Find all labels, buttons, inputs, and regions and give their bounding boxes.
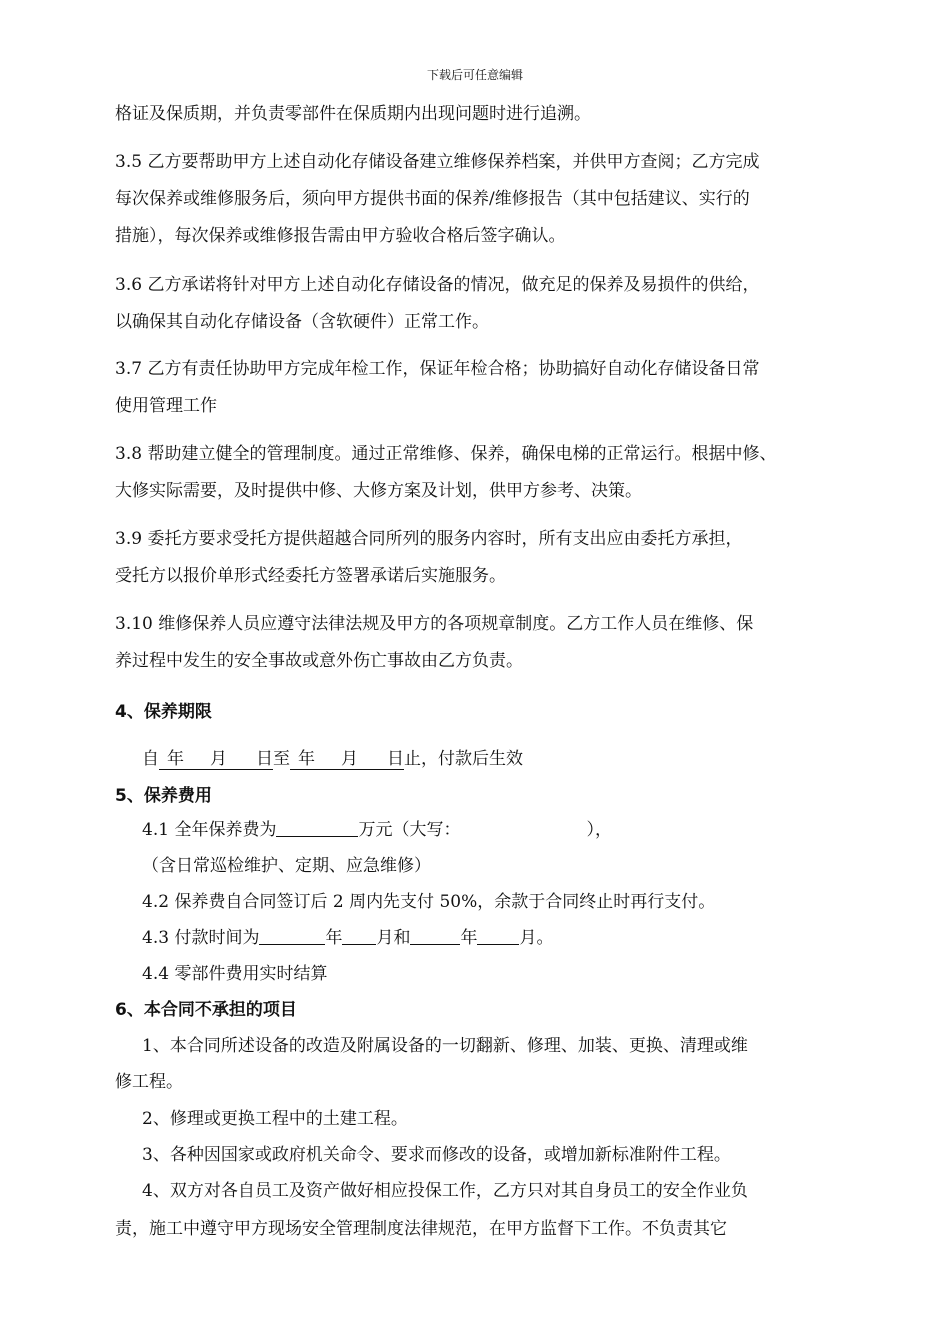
from-label: 自 xyxy=(142,749,159,769)
fee-label: 4.1 全年保养费为 xyxy=(142,820,277,840)
year-label: 年 xyxy=(167,749,184,769)
text-line: 3.9 委托方要求受托方提供超越合同所列的服务内容时，所有支出应由委托方承担， xyxy=(115,529,743,549)
text-line: 3.6 乙方承诺将针对甲方上述自动化存储设备的情况，做充足的保养及易损件的供给， xyxy=(115,275,760,295)
year-blank[interactable] xyxy=(259,926,325,945)
excluded-item-line: 4、双方对各自员工及资产做好相应投保工作，乙方只对其自身员工的安全作业负 xyxy=(142,1181,748,1201)
year-label-2: 年 xyxy=(460,928,478,948)
to-label: 至 xyxy=(273,749,290,769)
paragraph-3-6 xyxy=(115,267,759,341)
text-line: 格证及保质期，并负责零部件在保质期内出现问题时进行追溯。 xyxy=(115,104,591,124)
text-line: 3.10 维修保养人员应遵守法律法规及甲方的各项规章制度。乙方工作人员在维修、保 xyxy=(115,614,754,634)
fee-line-3: 4.2 保养费自合同签订后 2 周内先支付 50%，余款于合同终止时再行支付。 xyxy=(142,892,716,912)
paragraph-3-7 xyxy=(115,351,759,425)
fee-line-4 xyxy=(142,920,553,956)
paragraph-cont xyxy=(115,96,591,133)
excluded-item-line: 3、各种因国家或政府机关命令、要求而修改的设备，或增加新标准附件工程。 xyxy=(142,1145,731,1165)
fee-amount-blank[interactable] xyxy=(276,818,358,837)
fee-line-1 xyxy=(142,812,612,848)
fee-capital-label: 万元（大写： xyxy=(358,820,461,840)
year-blank-2[interactable] xyxy=(410,926,460,945)
day-label: 日 xyxy=(256,749,273,769)
text-line: 养过程中发生的安全事故或意外伤亡事故由乙方负责。 xyxy=(115,651,523,671)
fee-close: ）， xyxy=(586,820,612,840)
start-date-fill[interactable] xyxy=(159,749,243,770)
text-line: 每次保养或维修服务后，须向甲方提供书面的保养/维修报告（其中包括建议、实行的 xyxy=(115,189,750,209)
month-label: 月 xyxy=(210,749,227,769)
page-header: 下载后可任意编辑 xyxy=(426,68,523,82)
excluded-item-line: 2、修理或更换工程中的土建工程。 xyxy=(142,1109,408,1129)
text-line: 以确保其自动化存储设备（含软硬件）正常工作。 xyxy=(115,312,489,332)
fee-line-2: （含日常巡检维护、定期、应急维修） xyxy=(142,856,431,876)
month-label-2: 月。 xyxy=(519,928,554,948)
text-line: 3.7 乙方有责任协助甲方完成年检工作，保证年检合格；协助搞好自动化存储设备日常 xyxy=(115,359,760,379)
excluded-item-line: 责，施工中遵守甲方现场安全管理制度法律规范，在甲方监督下工作。不负责其它 xyxy=(115,1219,727,1239)
month-blank[interactable] xyxy=(342,926,376,945)
end-date-fill[interactable] xyxy=(290,749,374,770)
paragraph-3-8 xyxy=(115,436,776,510)
end-day-fill[interactable] xyxy=(374,749,404,770)
start-day-fill[interactable] xyxy=(243,749,273,770)
text-line: 大修实际需要，及时提供中修、大修方案及计划，供甲方参考、决策。 xyxy=(115,481,642,501)
section-5-title: 5、保养费用 xyxy=(115,786,212,806)
section-4-title: 4、保养期限 xyxy=(115,702,212,722)
text-line: 3.8 帮助建立健全的管理制度。通过正常维修、保养，确保电梯的正常运行。根据中修、 xyxy=(115,444,777,464)
excluded-item-line: 1、本合同所述设备的改造及附属设备的一切翻新、修理、加装、更换、清理或维 xyxy=(142,1036,748,1056)
paragraph-3-5 xyxy=(115,144,759,255)
month-label: 月 xyxy=(341,749,358,769)
term-tail: 止，付款后生效 xyxy=(404,749,523,769)
year-label: 年 xyxy=(325,928,343,948)
year-label: 年 xyxy=(298,749,315,769)
text-line: 受托方以报价单形式经委托方签署承诺后实施服务。 xyxy=(115,566,506,586)
excluded-item-line: 修工程。 xyxy=(115,1072,183,1092)
section-6-title: 6、本合同不承担的项目 xyxy=(115,1000,297,1020)
term-period-line xyxy=(142,741,523,777)
month-blank-2[interactable] xyxy=(477,926,519,945)
text-line: 措施），每次保养或维修报告需由甲方验收合格后签字确认。 xyxy=(115,226,566,246)
text-line: 3.5 乙方要帮助甲方上述自动化存储设备建立维修保养档案，并供甲方查阅；乙方完成 xyxy=(115,152,760,172)
month-and-label: 月和 xyxy=(376,928,411,948)
paragraph-3-9 xyxy=(115,521,742,595)
text-line: 使用管理工作 xyxy=(115,396,217,416)
payment-time-label: 4.3 付款时间为 xyxy=(142,928,260,948)
paragraph-3-10 xyxy=(115,606,753,680)
day-label: 日 xyxy=(387,749,404,769)
fee-line-5: 4.4 零部件费用实时结算 xyxy=(142,964,328,984)
